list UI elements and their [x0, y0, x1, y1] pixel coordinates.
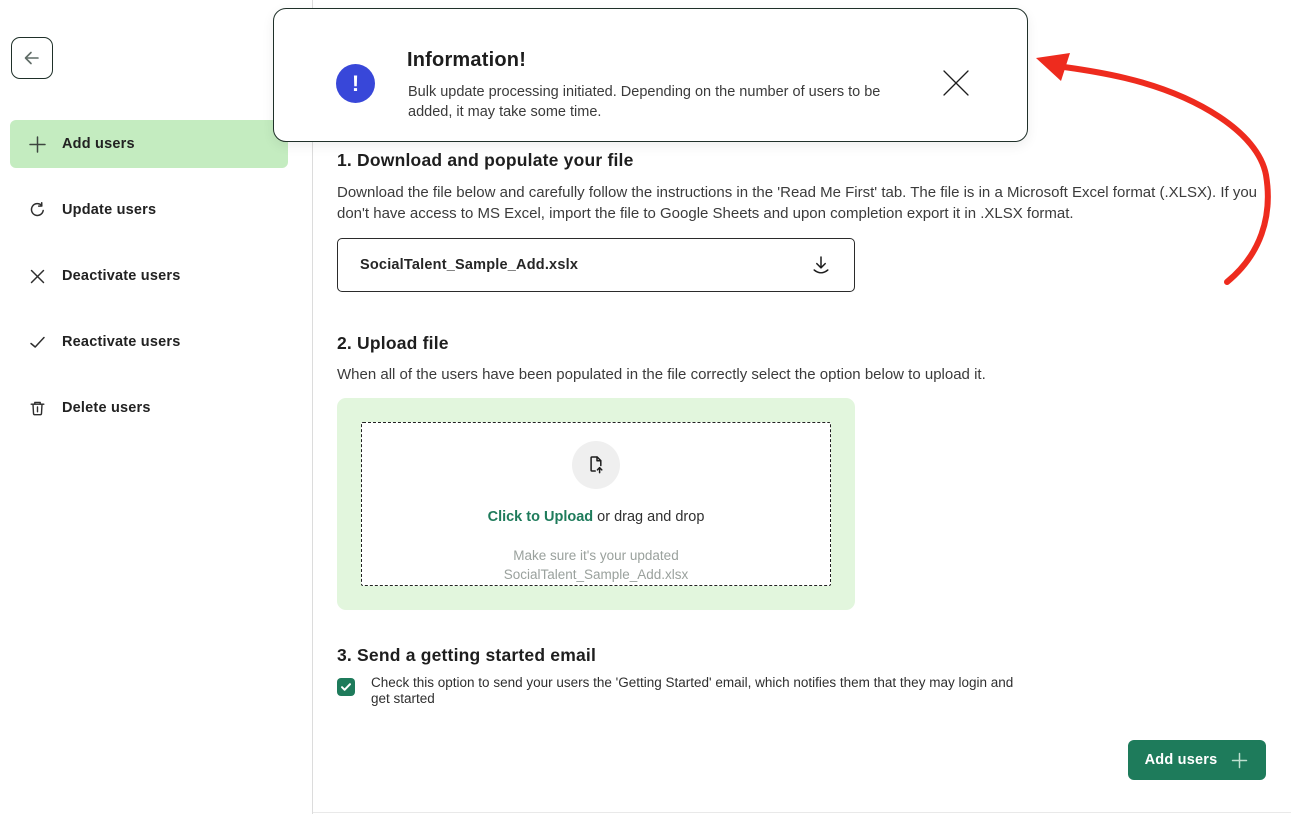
add-users-button-label: Add users — [1144, 752, 1218, 768]
section-1-description: Download the file below and carefully follow the instructions in the 'Read Me First' tab. The file is in a Microsoft Excel format (.XLSX). If you don't have access to MS Excel, import the file to Google Sheets and upon completion export it in .XLSX format. — [337, 184, 1258, 222]
sample-file-name: SocialTalent_Sample_Add.xslx — [360, 257, 579, 273]
x-icon — [27, 266, 47, 286]
sidebar-item-reactivate-users[interactable] — [10, 318, 288, 366]
upload-dropzone-outer — [337, 398, 855, 610]
getting-started-checkbox[interactable] — [337, 678, 355, 696]
sidebar-item-label: Deactivate users — [62, 268, 181, 284]
check-icon — [27, 332, 47, 352]
toast-close-button[interactable] — [934, 61, 978, 105]
close-icon — [941, 68, 971, 98]
sample-file-download[interactable] — [337, 238, 855, 292]
section-1-heading: 1. Download and populate your file — [337, 150, 634, 170]
sidebar-item-label: Reactivate users — [62, 334, 181, 350]
info-icon: ! — [336, 64, 375, 103]
upload-hint-line2: SocialTalent_Sample_Add.xlsx — [503, 566, 689, 582]
sidebar-item-delete-users[interactable] — [10, 384, 288, 432]
section-3-heading: 3. Send a getting started email — [337, 645, 597, 665]
plus-icon — [27, 134, 47, 154]
add-users-button[interactable] — [1128, 740, 1266, 780]
sidebar-item-label: Delete users — [62, 400, 151, 416]
section-2-description: When all of the users have been populated in the file correctly select the option below to upload it. — [337, 366, 986, 383]
file-upload-icon — [572, 441, 620, 489]
plus-icon — [1230, 751, 1249, 770]
drag-drop-text: or drag and drop — [593, 509, 705, 525]
toast-message: Bulk update processing initiated. Depending on the number of users to be added, it may take some time. — [408, 84, 881, 120]
information-toast — [273, 8, 1028, 142]
refresh-icon — [27, 200, 47, 220]
toast-title: Information! — [407, 49, 527, 71]
upload-hint — [504, 547, 689, 585]
sidebar-item-update-users[interactable] — [10, 186, 288, 234]
section-2-heading: 2. Upload file — [337, 333, 449, 353]
sidebar-item-add-users[interactable] — [10, 120, 288, 168]
click-to-upload-link[interactable]: Click to Upload — [487, 509, 594, 525]
download-icon[interactable] — [810, 254, 832, 276]
upload-cta — [488, 509, 705, 525]
back-button[interactable] — [11, 37, 53, 79]
upload-dropzone[interactable] — [361, 422, 831, 586]
upload-hint-line1: Make sure it's your updated — [513, 548, 679, 563]
getting-started-email-option — [337, 675, 1037, 707]
sidebar-item-label: Update users — [62, 202, 157, 218]
sidebar-item-deactivate-users[interactable] — [10, 252, 288, 300]
trash-icon — [27, 398, 47, 418]
sidebar-item-label: Add users — [62, 136, 135, 152]
arrow-left-icon — [21, 47, 43, 69]
getting-started-checkbox-label[interactable]: Check this option to send your users the 'Getting Started' email, which notifies them that they may login and get started — [371, 675, 1014, 707]
